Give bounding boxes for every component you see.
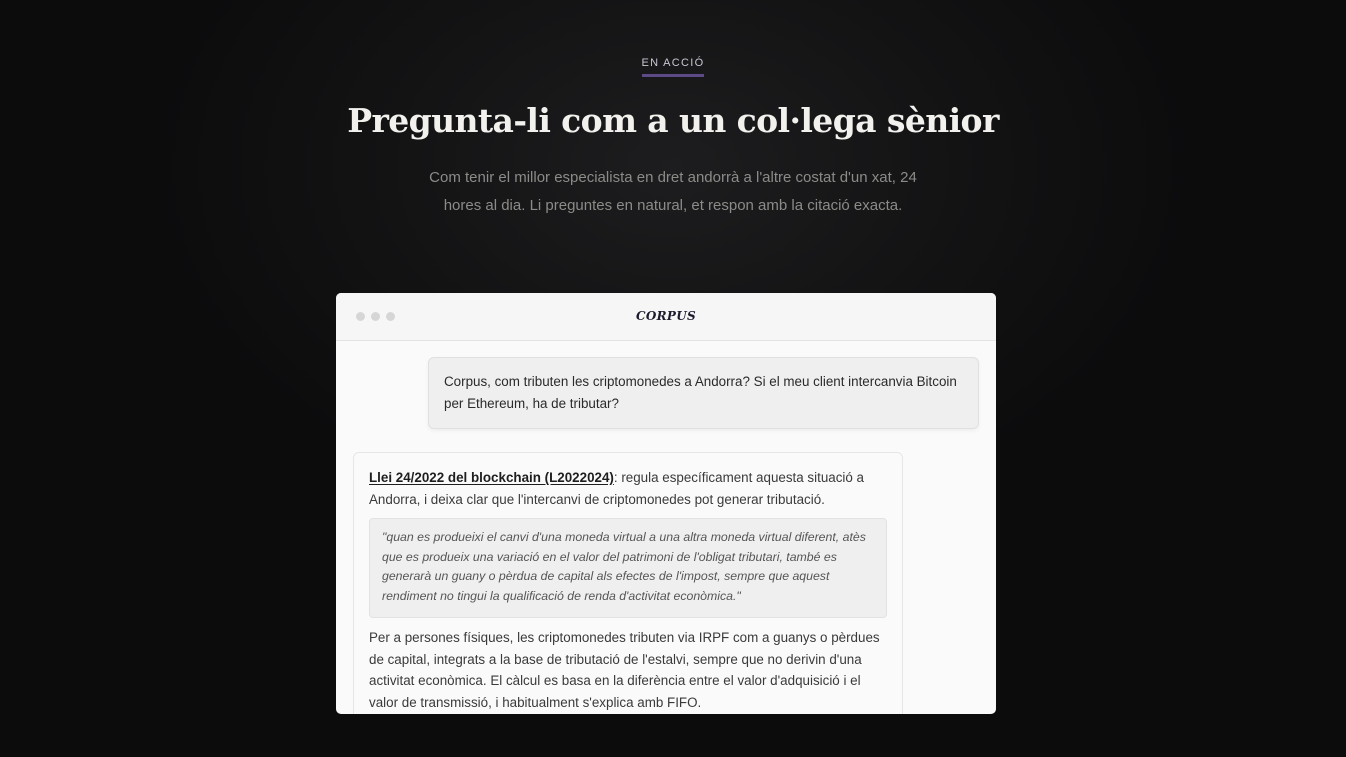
window-title-bar: [336, 293, 996, 341]
section-eyebrow: EN ACCIÓ: [642, 57, 705, 77]
assistant-body: Per a persones físiques, les criptomonedes tributen via IRPF com a guanys o pèrdues de capital, integrats a la base de tributació de l'estalvi, sempre que no derivin d'una activitat econòmica. El càlcul es basa en la diferència entre el valor d'adquisició i el valor de transmissió, i habitualment s'explica amb FIFO.: [369, 630, 880, 710]
eyebrow-wrapper: [0, 51, 1346, 77]
section-title: Pregunta-li com a un col·lega sènior: [347, 101, 999, 140]
assistant-message: [353, 452, 903, 714]
law-citation-link[interactable]: Llei 24/2022 del blockchain (L2022024): [369, 470, 614, 485]
section-subtitle: Com tenir el millor especialista en dret andorrà a l'altre costat d'un xat, 24 hores al dia. Li preguntes en natural, et respon amb la citació exacta.: [429, 169, 917, 214]
law-quote: "quan es produeixi el canvi d'una moneda virtual a una altra moneda virtual diferent, atès que es produeix una variació en el valor del patrimoni de l'obligat tributari, també es generarà un guany o pèrdua de capital als efectes de l'impost, sempre que aquest rendiment no tingui la qualificació de renda d'activitat econòmica.": [369, 518, 887, 618]
assistant-intro: [369, 467, 887, 510]
chat-window: [336, 293, 996, 714]
assistant-intro-text: : regula específicament aquesta situació a Andorra, i deixa clar que l'intercanvi de criptomonedes pot generar tributació.: [369, 470, 864, 507]
app-brand: CORPUS: [636, 309, 696, 323]
user-message: Corpus, com tributen les criptomonedes a Andorra? Si el meu client intercanvia Bitcoin per Ethereum, ha de tributar?: [428, 357, 979, 429]
